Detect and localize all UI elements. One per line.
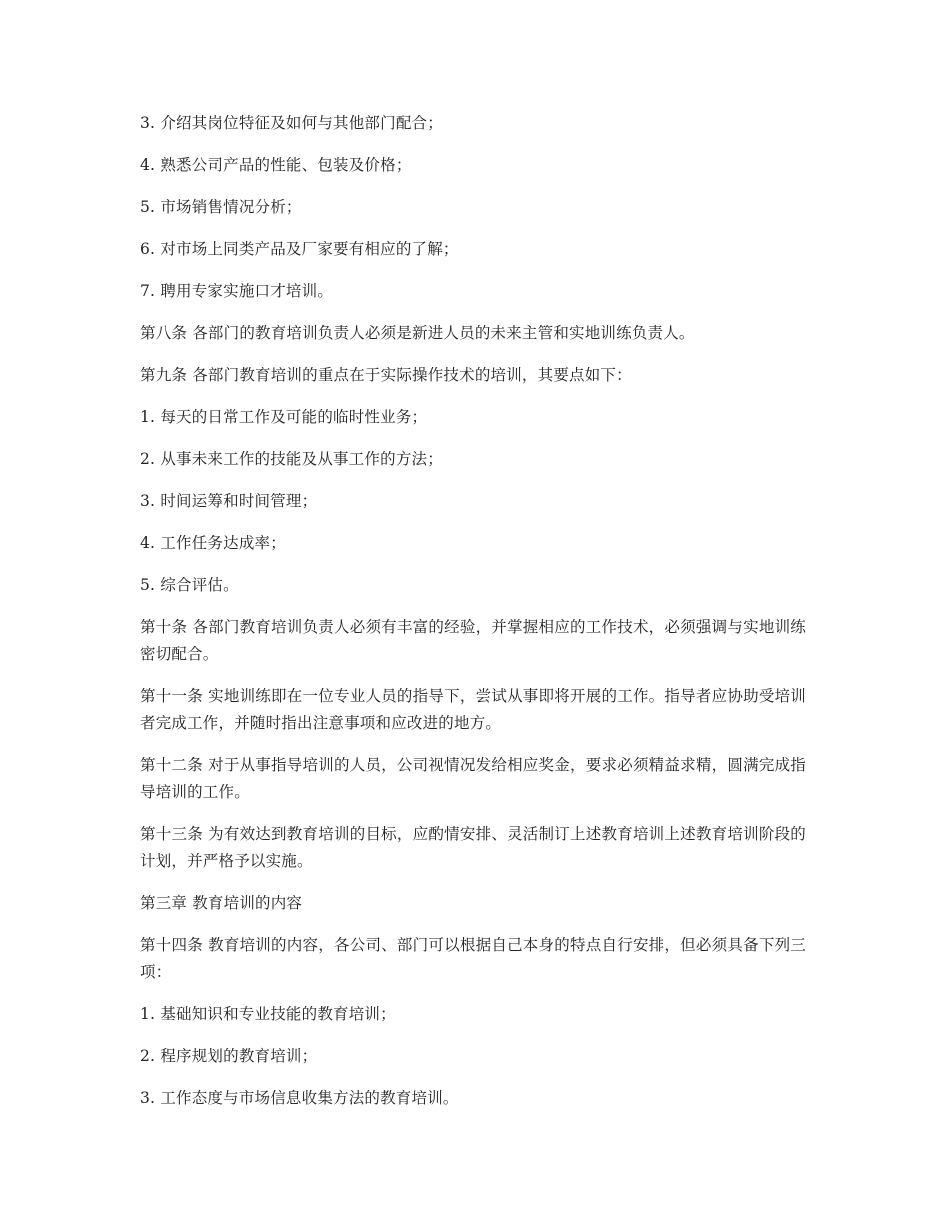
article-paragraph: 第十一条 实地训练即在一位专业人员的指导下，尝试从事即将开展的工作。指导者应协助受培训者完成工作，并随时指出注意事项和应改进的地方。	[140, 687, 806, 732]
article-paragraph: 第九条 各部门教育培训的重点在于实际操作技术的培训，其要点如下：	[140, 366, 632, 384]
article-paragraph: 第十二条 对于从事指导培训的人员，公司视情况发给相应奖金，要求必须精益求精，圆满完成指导培训的工作。	[140, 756, 806, 801]
article-paragraph: 第十四条 教育培训的内容，各公司、部门可以根据自己本身的特点自行安排，但必须具备下列三项：	[140, 936, 806, 981]
document-body	[140, 110, 806, 1127]
list-item: 5. 市场销售情况分析；	[140, 198, 302, 216]
list-item: 4. 熟悉公司产品的性能、包装及价格；	[140, 156, 412, 174]
chapter-heading: 第三章 教育培训的内容	[140, 894, 303, 912]
list-item: 5. 综合评估。	[140, 576, 239, 594]
article-paragraph: 第十条 各部门教育培训负责人必须有丰富的经验，并掌握相应的工作技术，必须强调与实地训练密切配合。	[140, 618, 806, 663]
list-item: 6. 对市场上同类产品及厂家要有相应的了解；	[140, 240, 459, 258]
list-item: 3. 时间运筹和时间管理；	[140, 492, 318, 510]
article-paragraph: 第十三条 为有效达到教育培训的目标，应酌情安排、灵活制订上述教育培训上述教育培训阶段的计划，并严格予以实施。	[140, 825, 806, 870]
list-item: 1. 每天的日常工作及可能的临时性业务；	[140, 408, 428, 426]
list-item: 7. 聘用专家实施口才培训。	[140, 282, 334, 300]
list-item: 1. 基础知识和专业技能的教育培训；	[140, 1005, 396, 1023]
list-item: 4. 工作任务达成率；	[140, 534, 286, 552]
article-paragraph: 第八条 各部门的教育培训负责人必须是新进人员的未来主管和实地训练负责人。	[140, 324, 695, 342]
list-item: 3. 介绍其岗位特征及如何与其他部门配合；	[140, 114, 443, 132]
list-item: 3. 工作态度与市场信息收集方法的教育培训。	[140, 1089, 459, 1107]
list-item: 2. 从事未来工作的技能及从事工作的方法；	[140, 450, 443, 468]
list-item: 2. 程序规划的教育培训；	[140, 1047, 318, 1065]
